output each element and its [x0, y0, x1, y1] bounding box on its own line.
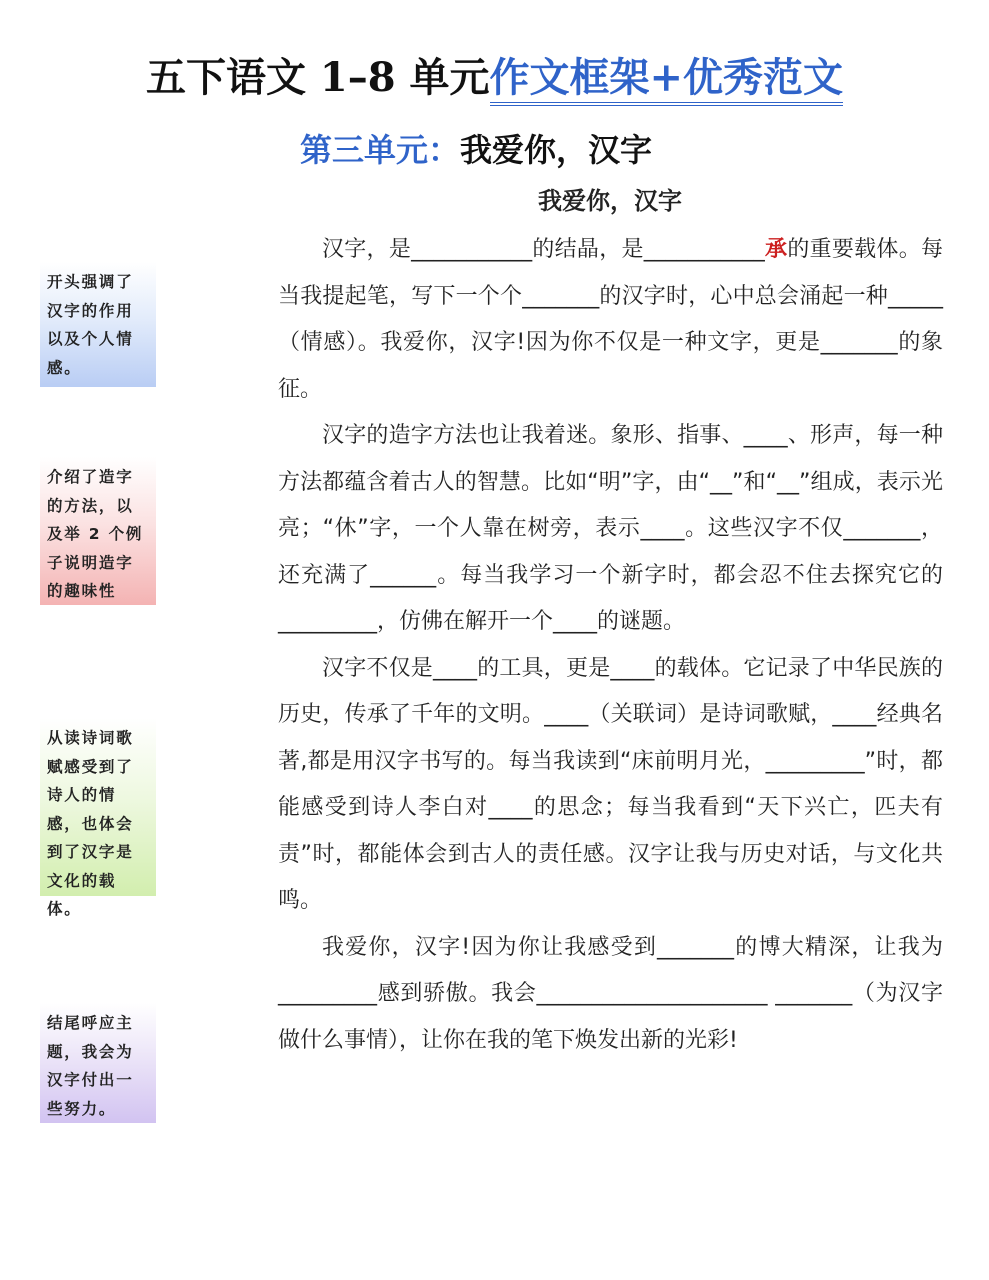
annotation-note-culture: 从读诗词歌赋感受到了诗人的情感，也体会到了汉字是文化的载体。 — [40, 718, 156, 896]
annotation-note-methods: 介绍了造字的方法，以及举 2 个例子说明造字的趣味性 — [40, 457, 156, 605]
annotation-note-opening: 开头强调了汉字的作用以及个人情感。 — [40, 262, 156, 387]
page-title — [0, 52, 989, 104]
paragraph-1-text-a: 汉字，是___________的结晶，是___________ — [322, 237, 765, 262]
unit-name: 我爱你，汉字 — [460, 131, 653, 169]
unit-heading — [300, 128, 652, 172]
essay-body — [278, 227, 943, 1064]
paragraph-1-text-b: 的重要载体。每当我提起笔，写下一个个_______的汉字时，心中总会涌起一种_____（情感）。我爱你，汉字!因为你不仅是一种文字，更是_______的象征。 — [278, 237, 943, 402]
essay-title: 我爱你，汉字 — [538, 186, 682, 215]
page-title-part1: 五下语文 1–8 单元 — [145, 54, 490, 101]
page-title-part2: 作文框架+优秀范文 — [490, 54, 844, 106]
unit-label: 第三单元： — [300, 131, 461, 169]
red-stamp-mark: 承 — [764, 237, 788, 262]
essay-paragraph-3: 汉字不仅是____的工具，更是____的载体。它记录了中华民族的历史，传承了千年的文明。____（关联词）是诗词歌赋，____经典名著,都是用汉字书写的。每当我读到“床前明月光，_________”时，都能感受到诗人李白对____的思念；每当我看到“天下兴亡，匹夫有责”时，都能体会到古人的责任感。汉字让我与历史对话，与文化共鸣。 — [278, 655, 943, 913]
essay-paragraph-2: 汉字的造字方法也让我着迷。象形、指事、____、形声，每一种方法都蕴含着古人的智慧。比如“明”字，由“__”和“__”组成，表示光亮；“休”字，一个人靠在树旁，表示____。这些汉字不仅_______，还充满了______。每当我学习一个新字时，都会忍不住去探究它的_________，仿佛在解开一个____的谜题。 — [278, 423, 943, 634]
essay-paragraph-1 — [278, 227, 943, 413]
annotation-note-ending: 结尾呼应主题，我会为汉字付出一些努力。 — [40, 1003, 156, 1123]
essay-paragraph-4: 我爱你，汉字!因为你让我感受到_______的博大精深，让我为_________感到骄傲。我会_____________________ _______（为汉字做什么事情），让你在我的笔下焕发出新的光彩! — [278, 934, 943, 1053]
